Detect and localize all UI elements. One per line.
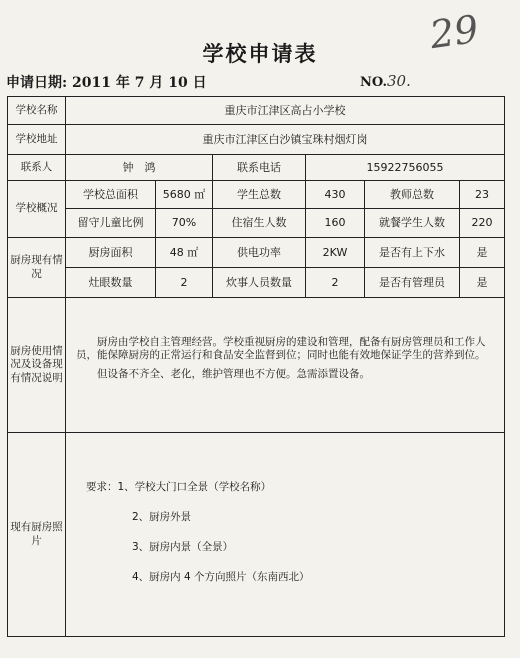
requirement-item: 4、厨房内 4 个方向照片（东南西北） [132,571,310,584]
manager-label: 是否有管理员 [365,268,460,298]
contact-name: 钟 鸿 [66,155,213,181]
handwritten-number: 29 [427,6,482,58]
meals-value: 220 [460,209,505,238]
usage-description [66,298,505,433]
left-behind-value: 70% [156,209,213,238]
phone-value: 15922756055 [306,155,505,181]
students-value: 430 [306,181,365,209]
boarding-label: 住宿生人数 [213,209,306,238]
usage-text-1: 厨房由学校自主管理经营。学校重视厨房的建设和管理，配备有厨房管理员和工作人员，能保障厨房的正常运行和食品安全监督到位；同时也能有效地保证学生的营养到位。 [76,336,486,362]
no-value: 30. [386,72,411,90]
requirement-item: 要求：1、学校大门口全景（学校名称） [86,481,272,493]
phone-label: 联系电话 [213,155,306,181]
contact-label: 联系人 [8,155,66,181]
power-label: 供电功率 [213,238,306,268]
meals-label: 就餐学生人数 [365,209,460,238]
school-address: 重庆市江津区白沙镇宝珠村烟灯岗 [66,125,505,155]
photo-requirements [66,433,505,637]
requirement-item: 3、厨房内景（全景） [132,541,234,554]
overview-label: 学校概况 [8,181,66,238]
teachers-label: 教师总数 [365,181,460,209]
kitchen-area-label: 厨房面积 [66,238,156,268]
no-label: NO. [360,75,387,90]
application-form [7,96,505,637]
date-label: 申请日期: [6,75,68,91]
photos-label: 现有厨房照片 [8,433,66,637]
requirement-item: 2、厨房外景 [132,511,192,524]
power-value: 2KW [306,238,365,268]
usage-text-2: 但设备不齐全、老化，维护管理也不方便。急需添置设备。 [97,368,370,381]
page-title: 学校申请表 [202,41,318,66]
area-value: 5680 ㎡ [156,181,213,209]
left-behind-label: 留守儿童比例 [66,209,156,238]
cooks-value: 2 [306,268,365,298]
date-value: 2011 年 7 月 10 日 [72,75,207,91]
kitchen-area-value: 48 ㎡ [156,238,213,268]
school-name: 重庆市江津区高占小学校 [66,97,505,125]
form-number [360,72,411,90]
boarding-value: 160 [306,209,365,238]
manager-value: 是 [460,268,505,298]
school-name-label: 学校名称 [8,97,66,125]
water-value: 是 [460,238,505,268]
stoves-value: 2 [156,268,213,298]
students-label: 学生总数 [213,181,306,209]
teachers-value: 23 [460,181,505,209]
area-label: 学校总面积 [66,181,156,209]
water-label: 是否有上下水 [365,238,460,268]
school-address-label: 学校地址 [8,125,66,155]
kitchen-label: 厨房现有情况 [8,238,66,298]
application-date [6,72,207,92]
stoves-label: 灶眼数量 [66,268,156,298]
usage-label: 厨房使用情况及设备现有情况说明 [8,298,66,433]
cooks-label: 炊事人员数量 [213,268,306,298]
